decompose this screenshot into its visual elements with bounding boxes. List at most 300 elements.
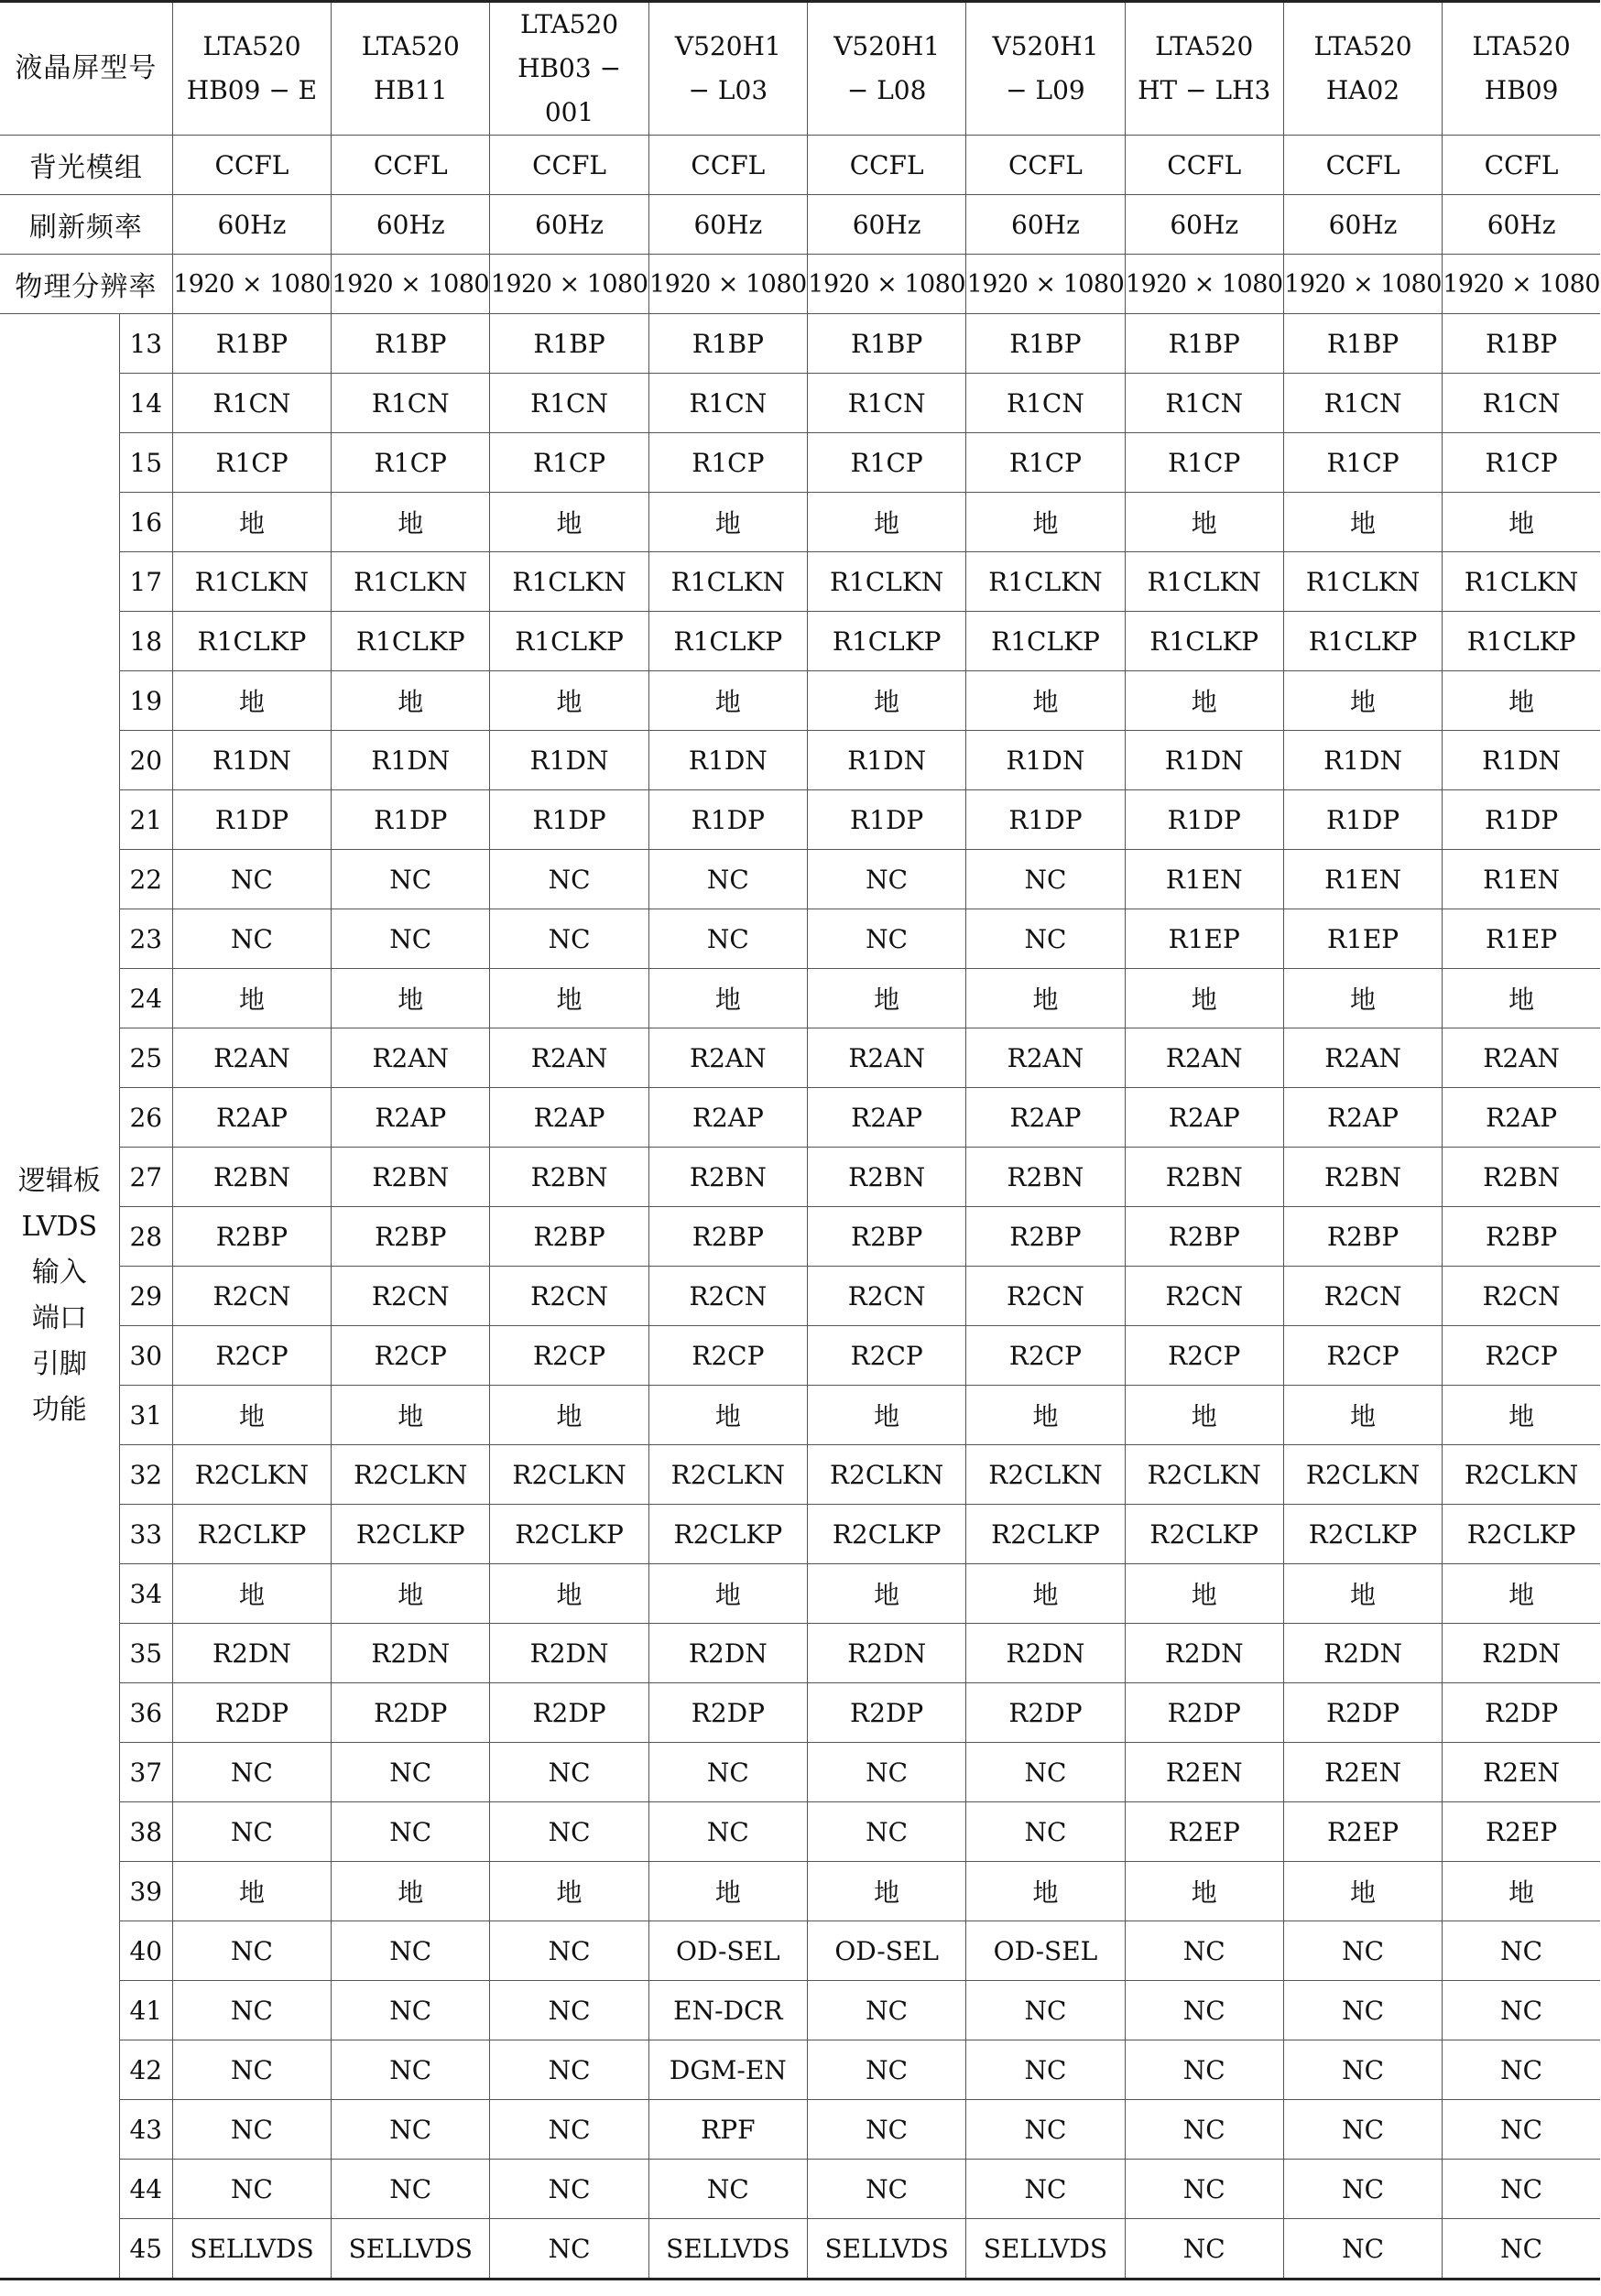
- pin-function-cell: R2CN: [490, 1267, 648, 1326]
- pin-row: [0, 850, 1600, 909]
- pin-function-cell: R2CLKP: [1283, 1505, 1442, 1564]
- pin-function-cell: 地: [1283, 1564, 1442, 1624]
- pin-row: [0, 552, 1600, 612]
- pin-function-cell: 地: [648, 671, 807, 731]
- pin-function-cell: R2DP: [808, 1683, 966, 1743]
- pin-function-cell: R2AP: [332, 1088, 490, 1148]
- pin-function-cell: R2CP: [808, 1326, 966, 1386]
- model-name-line1: LTA520: [202, 31, 301, 61]
- pin-function-cell: R1DP: [490, 790, 648, 850]
- model-name-line2: HT − LH3: [1138, 75, 1271, 105]
- pin-function-cell: NC: [172, 1743, 331, 1802]
- backlight-cell: CCFL: [332, 136, 490, 195]
- pin-function-cell: 地: [966, 969, 1125, 1028]
- pin-function-cell: NC: [332, 1981, 490, 2040]
- pin-function-cell: 地: [1443, 1862, 1600, 1921]
- pin-row: [0, 1505, 1600, 1564]
- pin-function-cell: 地: [1125, 1386, 1283, 1445]
- pin-function-cell: R2DN: [1443, 1624, 1600, 1683]
- pin-number: 27: [119, 1148, 172, 1207]
- pin-function-cell: NC: [490, 1743, 648, 1802]
- model-cell: [808, 2, 966, 136]
- pin-function-cell: R1BP: [966, 314, 1125, 374]
- pin-function-cell: R2CLKP: [1125, 1505, 1283, 1564]
- pin-function-cell: R1CLKN: [490, 552, 648, 612]
- refresh-cell: 60Hz: [172, 195, 331, 255]
- pin-function-cell: R2AN: [1443, 1028, 1600, 1088]
- pin-function-cell: R1BP: [808, 314, 966, 374]
- pin-function-cell: R1BP: [490, 314, 648, 374]
- pin-function-cell: R2AN: [172, 1028, 331, 1088]
- pin-function-cell: R2AP: [1283, 1088, 1442, 1148]
- pin-function-cell: R2DP: [966, 1683, 1125, 1743]
- pin-number: 34: [119, 1564, 172, 1624]
- pin-function-cell: R2CLKN: [1125, 1445, 1283, 1505]
- pin-function-cell: 地: [1283, 1862, 1442, 1921]
- resolution-row: [0, 255, 1600, 314]
- pin-function-cell: R1CP: [332, 433, 490, 493]
- pin-function-cell: NC: [332, 1921, 490, 1981]
- pin-function-cell: NC: [1283, 2040, 1442, 2100]
- group-label-line: LVDS: [21, 1211, 98, 1243]
- pin-function-cell: R2AP: [648, 1088, 807, 1148]
- refresh-cell: 60Hz: [1443, 195, 1600, 255]
- pin-function-cell: R2AN: [966, 1028, 1125, 1088]
- pin-number: 19: [119, 671, 172, 731]
- pin-number: 13: [119, 314, 172, 374]
- pin-row: [0, 1326, 1600, 1386]
- pin-number: 29: [119, 1267, 172, 1326]
- pin-function-cell: NC: [1283, 2160, 1442, 2219]
- pin-row: [0, 1564, 1600, 1624]
- pin-function-cell: R2BP: [332, 1207, 490, 1267]
- pin-function-cell: R1DP: [332, 790, 490, 850]
- pin-function-cell: NC: [172, 2100, 331, 2160]
- pin-function-cell: R1CLKP: [648, 612, 807, 671]
- pin-function-cell: NC: [1443, 2160, 1600, 2219]
- pin-function-cell: 地: [1283, 493, 1442, 552]
- pin-number: 24: [119, 969, 172, 1028]
- model-cell: [172, 2, 331, 136]
- pin-function-cell: 地: [490, 1386, 648, 1445]
- pin-row: [0, 493, 1600, 552]
- pin-function-cell: NC: [648, 909, 807, 969]
- pin-function-cell: 地: [1125, 671, 1283, 731]
- pin-function-cell: R2DP: [1283, 1683, 1442, 1743]
- pin-function-cell: 地: [172, 1386, 331, 1445]
- pin-row: [0, 1028, 1600, 1088]
- backlight-cell: CCFL: [490, 136, 648, 195]
- pin-function-cell: 地: [808, 1862, 966, 1921]
- pin-function-cell: R1CN: [1125, 374, 1283, 433]
- pin-function-cell: R1EN: [1443, 850, 1600, 909]
- pin-function-cell: R2CLKP: [648, 1505, 807, 1564]
- group-label-line: 逻辑板: [17, 1165, 101, 1197]
- pin-row: [0, 374, 1600, 433]
- pin-function-cell: R2CLKP: [1443, 1505, 1600, 1564]
- pin-function-cell: 地: [808, 493, 966, 552]
- pin-function-cell: NC: [808, 850, 966, 909]
- pin-number: 22: [119, 850, 172, 909]
- pin-function-cell: 地: [1283, 671, 1442, 731]
- resolution-cell: 1920 × 1080: [966, 255, 1125, 314]
- pin-row: [0, 671, 1600, 731]
- pin-function-cell: R2BN: [332, 1148, 490, 1207]
- pin-row: [0, 969, 1600, 1028]
- pin-function-cell: 地: [648, 1386, 807, 1445]
- pin-number: 36: [119, 1683, 172, 1743]
- pin-function-cell: 地: [490, 493, 648, 552]
- model-name-line2: HA02: [1325, 75, 1400, 105]
- pin-function-cell: R2CLKP: [808, 1505, 966, 1564]
- pin-function-cell: NC: [490, 2219, 648, 2280]
- pin-function-cell: R2AN: [1125, 1028, 1283, 1088]
- pin-function-cell: 地: [1125, 493, 1283, 552]
- pin-function-cell: R2EP: [1125, 1802, 1283, 1862]
- pin-row: [0, 1088, 1600, 1148]
- model-name-line1: LTA520: [1155, 31, 1254, 61]
- pin-function-cell: NC: [332, 2040, 490, 2100]
- pin-function-cell: NC: [490, 850, 648, 909]
- pin-function-cell: NC: [1125, 1921, 1283, 1981]
- backlight-cell: CCFL: [648, 136, 807, 195]
- pin-row: [0, 2160, 1600, 2219]
- pin-function-cell: R2AP: [172, 1088, 331, 1148]
- pin-function-cell: 地: [808, 1564, 966, 1624]
- pin-function-cell: R2CLKN: [808, 1445, 966, 1505]
- pin-number: 31: [119, 1386, 172, 1445]
- pin-function-cell: R2BN: [808, 1148, 966, 1207]
- pin-function-cell: NC: [966, 909, 1125, 969]
- pin-function-cell: R2AN: [808, 1028, 966, 1088]
- pin-row: [0, 2219, 1600, 2280]
- pin-row: [0, 1445, 1600, 1505]
- pin-row: [0, 909, 1600, 969]
- pin-function-cell: R1DP: [1443, 790, 1600, 850]
- pin-function-cell: R1CN: [1443, 374, 1600, 433]
- pin-function-cell: 地: [966, 1564, 1125, 1624]
- pin-function-cell: R1DN: [490, 731, 648, 790]
- pin-function-cell: R2DN: [490, 1624, 648, 1683]
- model-name-line2: HB09: [1484, 75, 1559, 105]
- pin-function-cell: NC: [966, 850, 1125, 909]
- backlight-cell: CCFL: [808, 136, 966, 195]
- pin-function-cell: NC: [966, 2100, 1125, 2160]
- pin-function-cell: 地: [648, 1564, 807, 1624]
- model-name-line1: V520H1: [833, 31, 941, 61]
- pin-function-cell: R1CP: [808, 433, 966, 493]
- pin-number: 30: [119, 1326, 172, 1386]
- pin-function-cell: R1DP: [1283, 790, 1442, 850]
- pin-function-cell: R2EP: [1283, 1802, 1442, 1862]
- pin-number: 26: [119, 1088, 172, 1148]
- pin-function-cell: 地: [172, 1862, 331, 1921]
- pin-function-cell: NC: [490, 909, 648, 969]
- resolution-cell: 1920 × 1080: [1443, 255, 1600, 314]
- pin-function-cell: R1CP: [1283, 433, 1442, 493]
- pin-function-cell: NC: [966, 1981, 1125, 2040]
- refresh-cell: 60Hz: [808, 195, 966, 255]
- refresh-row: [0, 195, 1600, 255]
- model-cell: [1125, 2, 1283, 136]
- pin-function-cell: 地: [808, 671, 966, 731]
- pin-function-cell: NC: [966, 1743, 1125, 1802]
- pin-function-cell: R1BP: [1443, 314, 1600, 374]
- pin-function-cell: R1DP: [1125, 790, 1283, 850]
- pin-function-cell: R1BP: [648, 314, 807, 374]
- pin-function-cell: NC: [172, 850, 331, 909]
- pin-number: 43: [119, 2100, 172, 2160]
- pin-function-cell: 地: [172, 969, 331, 1028]
- pin-function-cell: R2CN: [808, 1267, 966, 1326]
- pin-function-cell: 地: [966, 1862, 1125, 1921]
- pin-function-cell: R2AN: [1283, 1028, 1442, 1088]
- pin-function-cell: NC: [648, 850, 807, 909]
- backlight-cell: CCFL: [1283, 136, 1442, 195]
- pin-function-cell: R2BN: [1443, 1148, 1600, 1207]
- pin-function-cell: R2DN: [808, 1624, 966, 1683]
- pin-function-cell: R1EP: [1443, 909, 1600, 969]
- pin-row: [0, 1148, 1600, 1207]
- pin-function-cell: SELLVDS: [172, 2219, 331, 2280]
- model-cell: [1283, 2, 1442, 136]
- pin-function-cell: R2DN: [1125, 1624, 1283, 1683]
- pin-function-cell: NC: [808, 1743, 966, 1802]
- pin-function-cell: NC: [1125, 2160, 1283, 2219]
- pin-function-cell: R2EN: [1283, 1743, 1442, 1802]
- pin-function-cell: R1BP: [332, 314, 490, 374]
- pin-function-cell: NC: [648, 1743, 807, 1802]
- pin-function-cell: R2DP: [648, 1683, 807, 1743]
- pin-number: 16: [119, 493, 172, 552]
- pin-function-cell: 地: [490, 1862, 648, 1921]
- pin-function-cell: 地: [1125, 1564, 1283, 1624]
- pin-number: 37: [119, 1743, 172, 1802]
- pin-function-cell: SELLVDS: [648, 2219, 807, 2280]
- pin-function-cell: R2BN: [172, 1148, 331, 1207]
- pin-function-cell: R2BN: [966, 1148, 1125, 1207]
- pin-function-cell: 地: [332, 1386, 490, 1445]
- pin-function-cell: 地: [332, 1862, 490, 1921]
- pin-function-cell: R2BP: [172, 1207, 331, 1267]
- pin-function-cell: R1CN: [966, 374, 1125, 433]
- pin-function-cell: R2EN: [1125, 1743, 1283, 1802]
- resolution-cell: 1920 × 1080: [332, 255, 490, 314]
- backlight-row: [0, 136, 1600, 195]
- pin-function-cell: OD-SEL: [966, 1921, 1125, 1981]
- pin-function-cell: R2AN: [648, 1028, 807, 1088]
- pin-function-cell: R1EP: [1125, 909, 1283, 969]
- pin-function-cell: R2CN: [648, 1267, 807, 1326]
- pin-function-cell: NC: [1125, 1981, 1283, 2040]
- pin-function-cell: R1BP: [1283, 314, 1442, 374]
- pin-function-cell: R1CP: [648, 433, 807, 493]
- pin-function-cell: NC: [966, 1802, 1125, 1862]
- pin-function-cell: 地: [808, 969, 966, 1028]
- pin-function-cell: 地: [648, 969, 807, 1028]
- pin-function-cell: 地: [1443, 1386, 1600, 1445]
- pin-function-cell: R1EN: [1125, 850, 1283, 909]
- pin-function-cell: R1BP: [172, 314, 331, 374]
- model-cell: [490, 2, 648, 136]
- pin-number: 15: [119, 433, 172, 493]
- pin-row: [0, 790, 1600, 850]
- pin-function-cell: R2CP: [1125, 1326, 1283, 1386]
- pin-number: 28: [119, 1207, 172, 1267]
- pin-function-cell: NC: [332, 909, 490, 969]
- pin-function-cell: R1CP: [966, 433, 1125, 493]
- refresh-cell: 60Hz: [490, 195, 648, 255]
- pin-function-cell: R1CLKP: [172, 612, 331, 671]
- pin-function-cell: R2AP: [966, 1088, 1125, 1148]
- pin-function-cell: NC: [332, 850, 490, 909]
- pin-function-cell: R1CN: [648, 374, 807, 433]
- pin-function-cell: R2CLKP: [490, 1505, 648, 1564]
- pin-row: [0, 1267, 1600, 1326]
- pin-function-cell: R2CP: [966, 1326, 1125, 1386]
- pin-function-cell: R2CLKN: [332, 1445, 490, 1505]
- pin-function-cell: R2BN: [490, 1148, 648, 1207]
- model-name-line1: V520H1: [674, 31, 781, 61]
- pin-function-cell: R2DN: [172, 1624, 331, 1683]
- group-label-line: 引脚: [31, 1348, 87, 1380]
- group-label-line: 输入: [31, 1257, 87, 1289]
- model-name-line1: LTA520: [1472, 31, 1571, 61]
- pin-number: 41: [119, 1981, 172, 2040]
- refresh-cell: 60Hz: [648, 195, 807, 255]
- model-name-line2: HB03 − 001: [517, 53, 622, 127]
- pin-function-cell: 地: [808, 1386, 966, 1445]
- pin-function-cell: NC: [490, 2160, 648, 2219]
- pin-function-cell: R1CLKN: [648, 552, 807, 612]
- pin-function-cell: R2CLKP: [172, 1505, 331, 1564]
- pin-function-cell: NC: [808, 2160, 966, 2219]
- pin-row: [0, 612, 1600, 671]
- pin-row: [0, 1743, 1600, 1802]
- pin-function-cell: NC: [808, 1802, 966, 1862]
- pin-function-cell: NC: [1443, 1981, 1600, 2040]
- pin-function-cell: 地: [966, 1386, 1125, 1445]
- model-name-line2: − L08: [846, 75, 927, 105]
- model-name-line2: HB09 − E: [186, 75, 318, 105]
- pin-function-cell: NC: [332, 2100, 490, 2160]
- pin-function-cell: R2BP: [490, 1207, 648, 1267]
- group-label-line: 端口: [31, 1302, 87, 1334]
- pin-number: 33: [119, 1505, 172, 1564]
- pin-function-cell: R1CLKN: [1283, 552, 1442, 612]
- refresh-cell: 60Hz: [332, 195, 490, 255]
- pin-function-cell: NC: [648, 2160, 807, 2219]
- pin-function-cell: NC: [808, 1981, 966, 2040]
- pin-number: 20: [119, 731, 172, 790]
- pin-row: [0, 2040, 1600, 2100]
- pin-function-cell: R2CP: [648, 1326, 807, 1386]
- pin-function-cell: NC: [490, 1802, 648, 1862]
- pin-function-cell: R1CP: [490, 433, 648, 493]
- pin-function-cell: R1CP: [172, 433, 331, 493]
- backlight-cell: CCFL: [1443, 136, 1600, 195]
- pin-function-cell: R1CP: [1443, 433, 1600, 493]
- pin-function-cell: R1CLKP: [1125, 612, 1283, 671]
- pin-function-cell: NC: [1125, 2219, 1283, 2280]
- pin-function-cell: R1DN: [332, 731, 490, 790]
- pin-function-cell: NC: [490, 1981, 648, 2040]
- pin-function-cell: R1CLKP: [1443, 612, 1600, 671]
- pin-function-cell: R2CP: [1443, 1326, 1600, 1386]
- pin-number: 35: [119, 1624, 172, 1683]
- pin-function-cell: R2CP: [490, 1326, 648, 1386]
- pin-function-cell: NC: [1443, 2100, 1600, 2160]
- pin-function-cell: R2AN: [332, 1028, 490, 1088]
- model-row: [0, 2, 1600, 136]
- model-name-line1: V520H1: [992, 31, 1099, 61]
- pin-function-cell: EN-DCR: [648, 1981, 807, 2040]
- pin-number: 17: [119, 552, 172, 612]
- pin-function-cell: R2AP: [490, 1088, 648, 1148]
- pin-function-cell: R1CLKP: [966, 612, 1125, 671]
- group-label-line: 功能: [31, 1394, 87, 1426]
- resolution-header-label: 物理分辨率: [0, 255, 172, 314]
- refresh-header-label: 刷新频率: [0, 195, 172, 255]
- pin-function-cell: NC: [1443, 1921, 1600, 1981]
- pin-row: [0, 433, 1600, 493]
- refresh-cell: 60Hz: [1125, 195, 1283, 255]
- pin-function-cell: R2BN: [1283, 1148, 1442, 1207]
- pin-function-cell: R2CP: [1283, 1326, 1442, 1386]
- model-name-line2: HB11: [373, 75, 448, 105]
- pin-function-cell: R1DP: [172, 790, 331, 850]
- model-cell: [1443, 2, 1600, 136]
- pin-function-cell: R2CN: [172, 1267, 331, 1326]
- pin-function-cell: NC: [1125, 2100, 1283, 2160]
- pin-number: 40: [119, 1921, 172, 1981]
- backlight-cell: CCFL: [1125, 136, 1283, 195]
- refresh-cell: 60Hz: [1283, 195, 1442, 255]
- pin-function-cell: SELLVDS: [808, 2219, 966, 2280]
- pin-function-cell: 地: [332, 493, 490, 552]
- pin-function-cell: 地: [172, 1564, 331, 1624]
- pin-function-cell: R2AN: [490, 1028, 648, 1088]
- pin-function-cell: NC: [1283, 1921, 1442, 1981]
- pin-function-cell: R2DN: [966, 1624, 1125, 1683]
- pin-number: 44: [119, 2160, 172, 2219]
- pin-row: [0, 731, 1600, 790]
- pin-function-cell: 地: [966, 671, 1125, 731]
- resolution-cell: 1920 × 1080: [808, 255, 966, 314]
- pin-function-cell: R1EN: [1283, 850, 1442, 909]
- pin-function-cell: R1CLKP: [808, 612, 966, 671]
- pin-function-cell: R2CLKP: [332, 1505, 490, 1564]
- pin-function-cell: NC: [332, 1743, 490, 1802]
- pin-function-cell: R2CLKN: [490, 1445, 648, 1505]
- pin-function-cell: R1CN: [1283, 374, 1442, 433]
- pin-row: [0, 1386, 1600, 1445]
- pin-function-cell: 地: [490, 671, 648, 731]
- pin-function-cell: R2BP: [966, 1207, 1125, 1267]
- pin-function-cell: R2DP: [1125, 1683, 1283, 1743]
- pin-function-cell: R2EP: [1443, 1802, 1600, 1862]
- pin-number: 42: [119, 2040, 172, 2100]
- pin-function-cell: 地: [332, 969, 490, 1028]
- pin-function-cell: R1DN: [1443, 731, 1600, 790]
- pin-function-cell: R2DN: [332, 1624, 490, 1683]
- pin-function-cell: R2AP: [808, 1088, 966, 1148]
- pin-function-cell: R1CLKN: [172, 552, 331, 612]
- pin-row: [0, 2100, 1600, 2160]
- refresh-cell: 60Hz: [966, 195, 1125, 255]
- pin-function-cell: NC: [332, 2160, 490, 2219]
- pin-function-cell: 地: [1443, 1564, 1600, 1624]
